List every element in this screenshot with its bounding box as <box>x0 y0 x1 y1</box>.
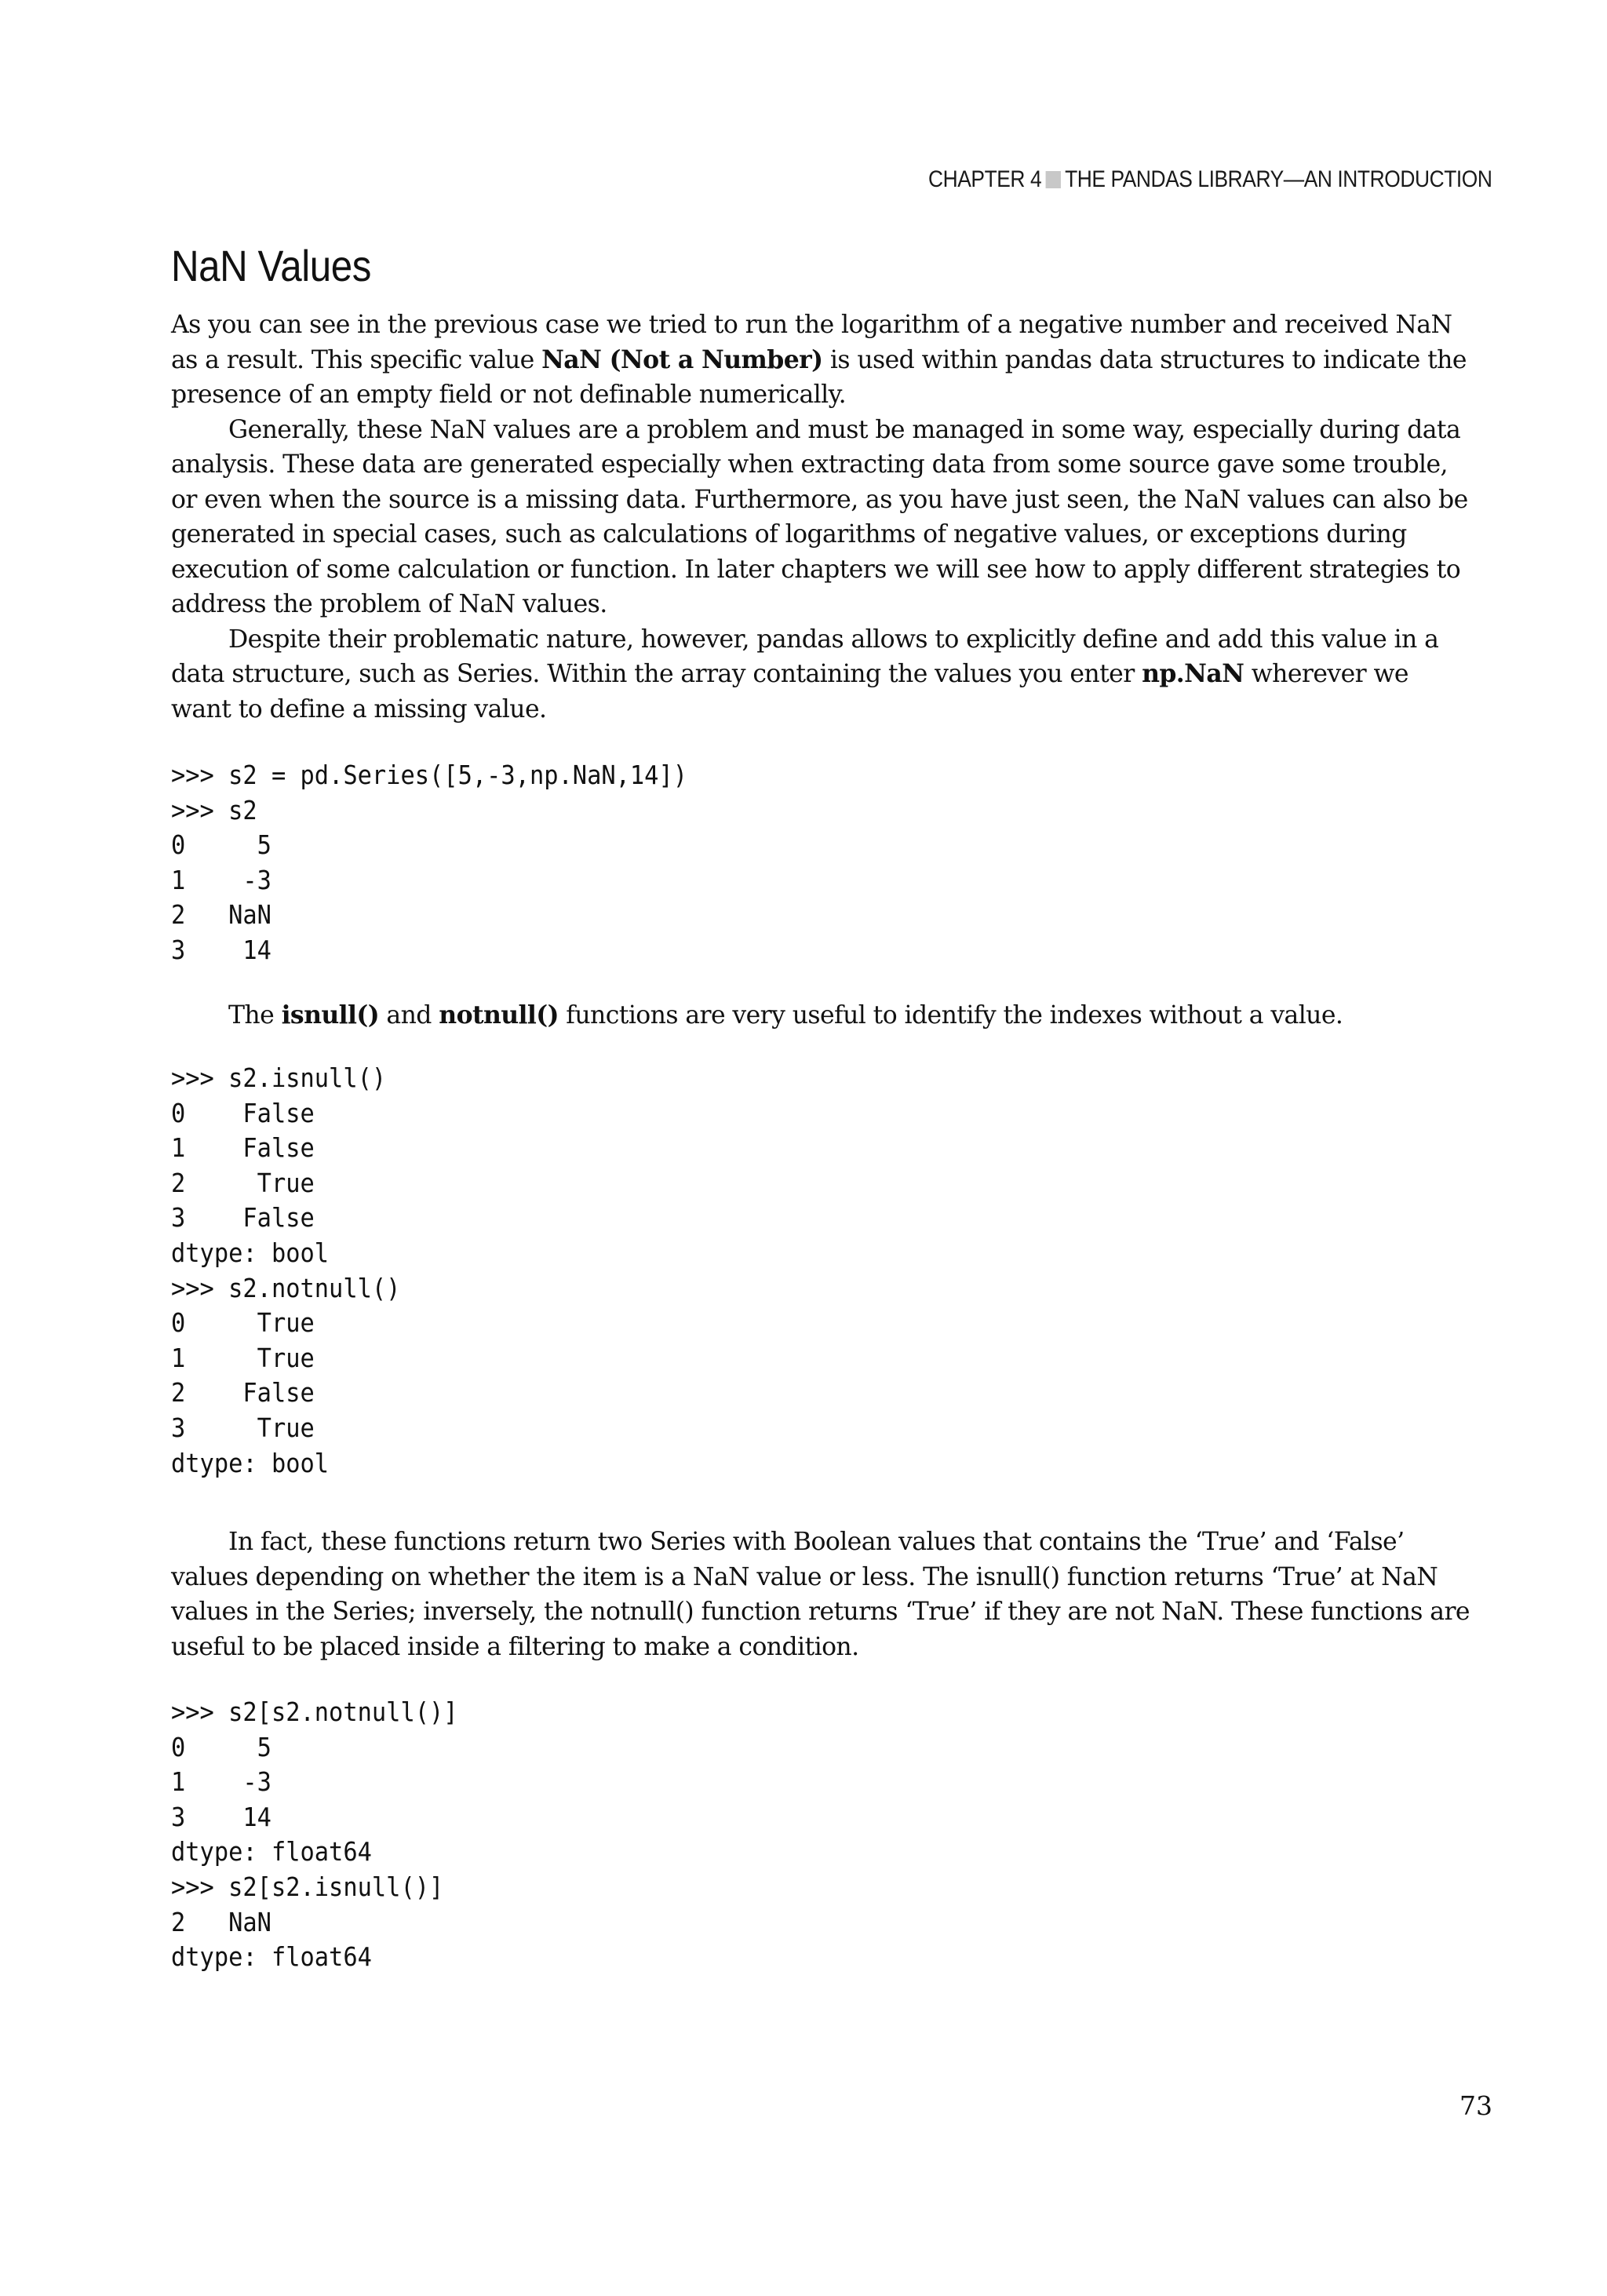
bold-term: isnull() <box>281 1000 380 1030</box>
chapter-label: CHAPTER 4 <box>928 166 1042 192</box>
code-block-series-creation: >>> s2 = pd.Series([5,-3,np.NaN,14]) >>> s2 0 5 1 -3 2 NaN 3 14 <box>171 760 688 965</box>
paragraph-text: functions are very useful to identify the indexes without a value. <box>558 1001 1343 1030</box>
page-number: 73 <box>1459 2090 1492 2121</box>
intro-paragraphs <box>171 308 1474 727</box>
bold-term: np.NaN <box>1142 659 1244 688</box>
running-header <box>928 166 1492 193</box>
paragraph-nan-definition <box>171 308 1474 413</box>
paragraph-boolean-series: In fact, these functions return two Series with Boolean values that contains the ‘True’ and ‘False’ values depending on whether the item is a NaN value or less. The isnull() function returns ‘True’ at NaN values in the Series; inversely, the notnull() function returns ‘True’ if they are not NaN. These functions are useful to be placed inside a filtering to make a condition. <box>171 1528 1470 1661</box>
separator-square-icon <box>1046 171 1061 188</box>
bold-term: notnull() <box>439 1000 559 1030</box>
paragraph-text: As you can see in the previous case we tried to run the logarithm of a negative number and received NaN as a result. This specific value <box>171 311 1452 374</box>
code-block-filtering: >>> s2[s2.notnull()] 0 5 1 -3 3 14 dtype: float64 >>> s2[s2.isnull()] 2 NaN dtype: float64 <box>171 1696 458 1973</box>
code-block-isnull-notnull: >>> s2.isnull() 0 False 1 False 2 True 3 False dtype: bool >>> s2.notnull() 0 True 1 True 2 False 3 True dtype: bool <box>171 1062 401 1478</box>
chapter-title: THE PANDAS LIBRARY—AN INTRODUCTION <box>1065 166 1492 192</box>
boolean-explanation <box>171 1525 1474 1664</box>
paragraph-text: wherever we want to define a missing value. <box>171 660 1408 723</box>
section-title: NaN Values <box>171 241 371 290</box>
paragraph-text: and <box>379 1001 439 1030</box>
paragraph-isnull-notnull <box>171 998 1474 1033</box>
paragraph-text: Despite their problematic nature, however, pandas allows to explicitly define and add this value in a data structure, such as Series. Within the array containing the values you enter <box>171 625 1439 688</box>
paragraph-text: The <box>228 1001 282 1030</box>
paragraph-define-nan <box>171 622 1474 727</box>
paragraph-nan-problems: Generally, these NaN values are a problem and must be managed in some way, especially during data analysis. These data are generated especially when extracting data from some source gave some trouble, or even when the source is a missing data. Furthermore, as you have just seen, the NaN values can also be generated in special cases, such as calculations of logarithms of negative values, or exceptions during execution of some calculation or function. In later chapters we will see how to apply different strategies to address the problem of NaN values. <box>171 415 1468 618</box>
paragraph-text: is used within pandas data structures to indicate the presence of an empty field or not definable numerically. <box>171 345 1467 409</box>
isnull-intro <box>171 998 1474 1033</box>
bold-term: NaN (Not a Number) <box>541 344 823 374</box>
